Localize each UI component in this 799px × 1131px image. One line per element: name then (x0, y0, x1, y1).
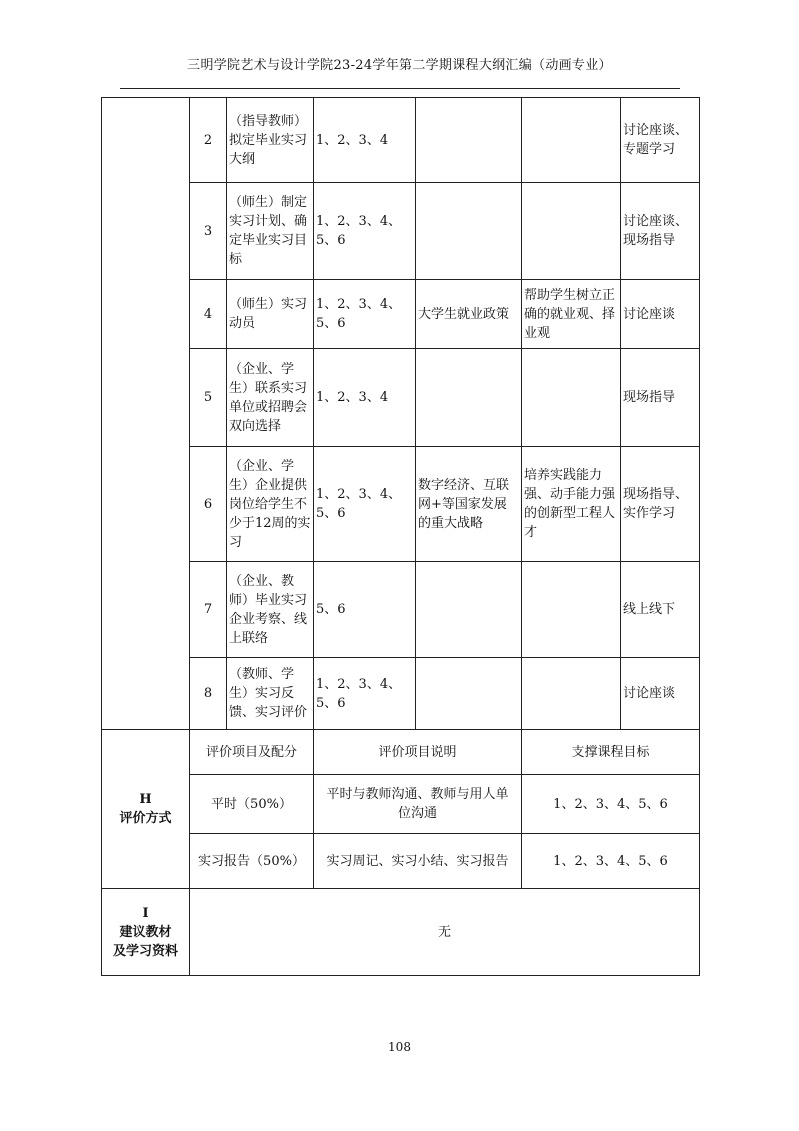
ideology-element (522, 98, 621, 183)
document-header: 三明学院艺术与设计学院23-24学年第二学期课程大纲汇编（动画专业） (187, 58, 612, 73)
section-title: 评价方式 (119, 811, 172, 826)
section-letter: H (139, 792, 152, 807)
eval-item: 平时（50%） (190, 775, 314, 834)
eval-desc: 实习周记、实习小结、实习报告 (314, 834, 522, 889)
ideology-element (522, 658, 621, 730)
table-row (102, 730, 700, 775)
ideology-content (416, 98, 522, 183)
row-number: 8 (190, 658, 227, 730)
ideology-content: 数字经济、互联网+等国家发展的重大战略 (416, 447, 522, 562)
teaching-content: （企业、教师）毕业实习企业考察、线上联络 (227, 562, 314, 658)
ideology-element (522, 562, 621, 658)
eval-item: 实习报告（50%） (190, 834, 314, 889)
ideology-element: 帮助学生树立正确的就业观、择业观 (522, 280, 621, 349)
course-goals: 1、2、3、4 (314, 98, 416, 183)
eval-header-item: 评价项目及配分 (190, 730, 314, 775)
teaching-method: 讨论座谈、现场指导 (621, 183, 700, 280)
ideology-content: 大学生就业政策 (416, 280, 522, 349)
teaching-method: 线上线下 (621, 562, 700, 658)
teaching-content: （企业、学生）企业提供岗位给学生不少于12周的实习 (227, 447, 314, 562)
header-rule (120, 88, 680, 89)
ideology-content (416, 562, 522, 658)
teaching-method: 讨论座谈、专题学习 (621, 98, 700, 183)
eval-goals: 1、2、3、4、5、6 (522, 775, 700, 834)
course-schedule-table (101, 97, 700, 976)
table-row (102, 658, 700, 730)
eval-header-goals: 支撑课程目标 (522, 730, 700, 775)
section-title-line2: 及学习资料 (112, 943, 178, 959)
materials-section-label (102, 889, 190, 976)
teaching-method: 现场指导 (621, 349, 700, 447)
table-row (102, 349, 700, 447)
page-number: 108 (388, 1040, 411, 1054)
course-goals: 1、2、3、4、5、6 (314, 280, 416, 349)
course-goals: 5、6 (314, 562, 416, 658)
teaching-content: （指导教师）拟定毕业实习大纲 (227, 98, 314, 183)
teaching-content: （师生）实习动员 (227, 280, 314, 349)
table-row (102, 447, 700, 562)
materials-content: 无 (190, 889, 700, 976)
teaching-method: 讨论座谈 (621, 658, 700, 730)
schedule-section-cell (102, 98, 190, 730)
course-goals: 1、2、3、4、5、6 (314, 658, 416, 730)
row-number: 3 (190, 183, 227, 280)
ideology-content (416, 183, 522, 280)
teaching-content: （师生）制定实习计划、确定毕业实习目标 (227, 183, 314, 280)
row-number: 2 (190, 98, 227, 183)
eval-goals: 1、2、3、4、5、6 (522, 834, 700, 889)
eval-desc: 平时与教师沟通、教师与用人单位沟通 (314, 775, 522, 834)
row-number: 6 (190, 447, 227, 562)
table-row (102, 889, 700, 976)
teaching-method: 现场指导、实作学习 (621, 447, 700, 562)
ideology-content (416, 658, 522, 730)
table-row (102, 562, 700, 658)
teaching-content: （企业、学生）联系实习单位或招聘会双向选择 (227, 349, 314, 447)
evaluation-section-label (102, 730, 190, 889)
table-row (102, 834, 700, 889)
course-goals: 1、2、3、4、5、6 (314, 183, 416, 280)
ideology-element: 培养实践能力强、动手能力强的创新型工程人才 (522, 447, 621, 562)
eval-header-desc: 评价项目说明 (314, 730, 522, 775)
course-goals: 1、2、3、4、5、6 (314, 447, 416, 562)
table-row (102, 183, 700, 280)
row-number: 5 (190, 349, 227, 447)
teaching-method: 讨论座谈 (621, 280, 700, 349)
course-goals: 1、2、3、4 (314, 349, 416, 447)
table-row (102, 98, 700, 183)
section-letter: I (142, 905, 149, 921)
teaching-content: （教师、学生）实习反馈、实习评价 (227, 658, 314, 730)
ideology-content (416, 349, 522, 447)
ideology-element (522, 349, 621, 447)
row-number: 4 (190, 280, 227, 349)
table-row (102, 280, 700, 349)
ideology-element (522, 183, 621, 280)
section-title-line1: 建议教材 (119, 924, 172, 940)
row-number: 7 (190, 562, 227, 658)
table-row (102, 775, 700, 834)
